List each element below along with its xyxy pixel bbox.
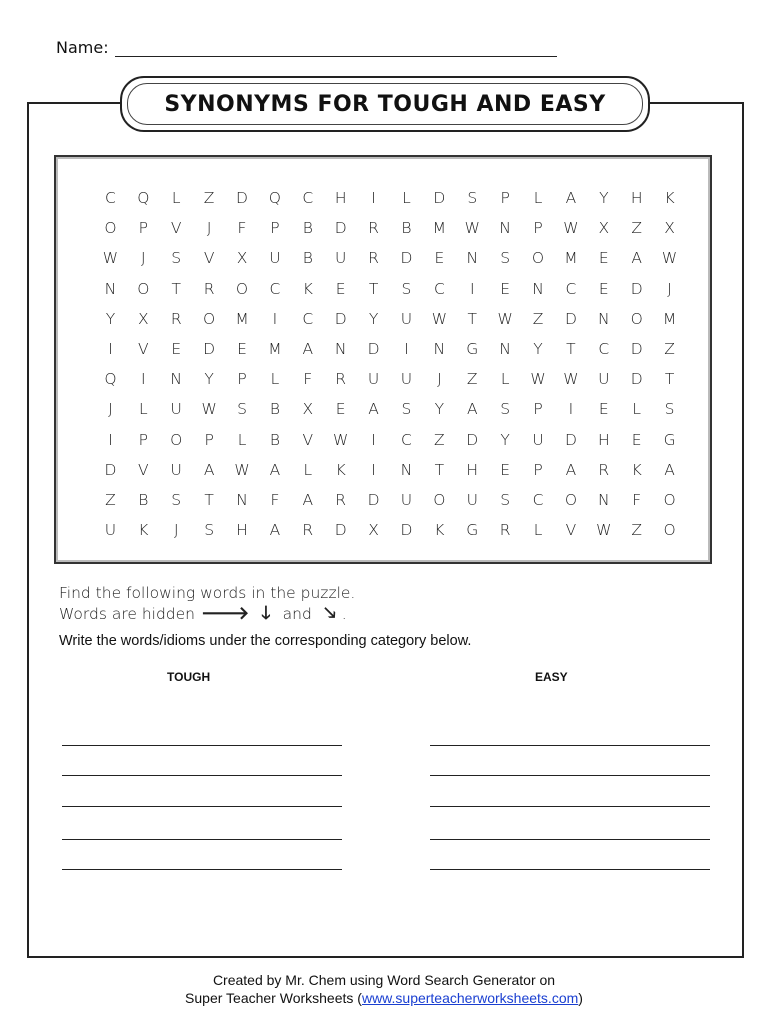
grid-letter[interactable]: W bbox=[333, 430, 349, 449]
grid-letter[interactable]: I bbox=[371, 189, 376, 207]
grid-letter[interactable]: O bbox=[235, 279, 249, 298]
instruction-find-words: Find the following words in the puzzle. bbox=[59, 584, 356, 602]
grid-letter[interactable]: I bbox=[371, 460, 376, 479]
grid-letter[interactable]: W bbox=[596, 521, 612, 540]
grid-letter[interactable]: L bbox=[402, 189, 411, 207]
grid-letter[interactable]: M bbox=[432, 219, 447, 238]
grid-letter[interactable]: I bbox=[108, 430, 113, 449]
grid-letter[interactable]: I bbox=[371, 430, 376, 449]
grid-letter[interactable]: W bbox=[530, 370, 546, 389]
grid-letter[interactable]: P bbox=[533, 460, 543, 479]
grid-letter[interactable]: J bbox=[141, 249, 146, 268]
grid-letter[interactable]: M bbox=[662, 309, 677, 328]
grid-letter[interactable]: U bbox=[532, 430, 544, 449]
grid-letter[interactable]: D bbox=[203, 339, 216, 358]
grid-letter[interactable]: N bbox=[499, 219, 511, 238]
grid-letter[interactable]: P bbox=[533, 219, 543, 238]
grid-letter[interactable]: Z bbox=[532, 309, 544, 328]
grid-letter[interactable]: K bbox=[335, 460, 346, 479]
grid-letter[interactable]: A bbox=[269, 460, 281, 479]
grid-letter[interactable]: Y bbox=[434, 400, 445, 419]
grid-letter[interactable]: L bbox=[303, 460, 313, 479]
grid-letter[interactable]: B bbox=[269, 430, 280, 449]
grid-letter[interactable]: Q bbox=[137, 189, 150, 207]
worksheet-title: SYNONYMS FOR TOUGH AND EASY bbox=[164, 91, 606, 117]
grid-letter[interactable]: M bbox=[564, 249, 578, 268]
grid-letter[interactable]: S bbox=[401, 400, 412, 419]
grid-letter[interactable]: X bbox=[368, 521, 379, 540]
grid-letter[interactable]: Y bbox=[368, 309, 379, 328]
grid-letter[interactable]: A bbox=[466, 400, 478, 419]
grid-letter[interactable]: C bbox=[302, 309, 314, 328]
grid-letter[interactable]: R bbox=[499, 521, 511, 540]
grid-letter[interactable]: U bbox=[335, 249, 347, 268]
grid-letter[interactable]: V bbox=[138, 339, 149, 358]
grid-letter[interactable]: G bbox=[466, 521, 479, 540]
grid-letter[interactable]: C bbox=[433, 279, 445, 298]
grid-letter[interactable]: E bbox=[335, 400, 346, 419]
grid-letter[interactable]: E bbox=[171, 339, 182, 358]
grid-letter[interactable]: S bbox=[401, 279, 412, 298]
grid-letter[interactable]: C bbox=[302, 189, 314, 207]
grid-letter[interactable]: P bbox=[237, 370, 247, 389]
grid-letter[interactable]: E bbox=[237, 339, 247, 358]
grid-letter[interactable]: C bbox=[532, 490, 544, 509]
grid-letter[interactable]: H bbox=[466, 460, 479, 479]
tough-answer-line[interactable] bbox=[62, 806, 342, 807]
grid-letter[interactable]: J bbox=[206, 219, 212, 238]
name-blank-line[interactable] bbox=[115, 42, 557, 57]
grid-letter[interactable]: W bbox=[563, 370, 579, 389]
footer-source-suffix: ) bbox=[578, 990, 583, 1006]
grid-letter[interactable]: O bbox=[203, 309, 216, 328]
grid-letter[interactable]: H bbox=[334, 189, 347, 207]
grid-letter[interactable]: G bbox=[466, 339, 479, 358]
grid-letter[interactable]: T bbox=[664, 370, 675, 389]
grid-letter[interactable]: H bbox=[630, 189, 643, 207]
easy-answer-line[interactable] bbox=[430, 869, 710, 870]
grid-letter[interactable]: H bbox=[597, 430, 610, 449]
instruction-and: and bbox=[282, 605, 312, 623]
grid-letter[interactable]: P bbox=[270, 219, 280, 238]
easy-answer-line[interactable] bbox=[430, 745, 710, 746]
grid-letter[interactable]: E bbox=[434, 249, 445, 268]
footer-source-prefix: Super Teacher Worksheets ( bbox=[185, 990, 362, 1006]
grid-letter[interactable]: I bbox=[404, 339, 409, 358]
grid-letter[interactable]: P bbox=[204, 430, 214, 449]
grid-letter[interactable]: I bbox=[272, 309, 278, 328]
grid-letter[interactable]: Z bbox=[631, 219, 642, 238]
grid-letter[interactable]: D bbox=[334, 219, 347, 238]
grid-letter[interactable]: U bbox=[269, 249, 281, 268]
grid-letter[interactable]: L bbox=[632, 400, 642, 419]
grid-letter[interactable]: T bbox=[566, 339, 576, 358]
grid-letter[interactable]: W bbox=[234, 460, 250, 479]
grid-letter[interactable]: Q bbox=[104, 370, 117, 389]
grid-letter[interactable]: J bbox=[173, 521, 179, 540]
instruction-directions bbox=[59, 605, 347, 623]
grid-letter[interactable]: B bbox=[269, 400, 280, 419]
grid-letter[interactable]: N bbox=[334, 339, 347, 358]
grid-letter[interactable]: O bbox=[663, 521, 676, 540]
grid-letter[interactable]: R bbox=[368, 219, 379, 238]
grid-letter[interactable]: A bbox=[302, 339, 314, 358]
grid-letter[interactable]: A bbox=[203, 460, 215, 479]
easy-answer-line[interactable] bbox=[430, 806, 710, 807]
grid-letter[interactable]: N bbox=[499, 339, 511, 358]
grid-letter[interactable]: P bbox=[138, 219, 149, 238]
tough-answer-line[interactable] bbox=[62, 775, 342, 776]
grid-letter[interactable]: Z bbox=[631, 521, 642, 540]
grid-letter[interactable]: U bbox=[400, 490, 413, 509]
instruction-period: . bbox=[341, 605, 347, 623]
instruction-categorize: Write the words/idioms under the corresponding category below. bbox=[59, 633, 472, 649]
grid-letter[interactable]: O bbox=[564, 490, 578, 509]
grid-letter[interactable]: W bbox=[497, 309, 513, 328]
grid-letter[interactable]: V bbox=[565, 521, 577, 540]
grid-letter[interactable]: P bbox=[500, 189, 510, 207]
grid-letter[interactable]: N bbox=[598, 309, 610, 328]
grid-letter[interactable]: Z bbox=[203, 189, 215, 207]
grid-letter[interactable]: O bbox=[170, 430, 183, 449]
grid-letter[interactable]: M bbox=[268, 339, 282, 358]
grid-letter[interactable]: M bbox=[235, 309, 249, 328]
grid-letter[interactable]: N bbox=[598, 490, 610, 509]
grid-letter[interactable]: Z bbox=[105, 490, 116, 509]
footer-credit: Created by Mr. Chem using Word Search Generator on bbox=[212, 972, 556, 988]
grid-letter[interactable]: I bbox=[141, 370, 146, 389]
grid-letter[interactable]: D bbox=[104, 460, 117, 479]
grid-letter[interactable]: U bbox=[367, 370, 380, 389]
grid-letter[interactable]: F bbox=[270, 490, 280, 509]
category-tough-heading: TOUGH bbox=[167, 670, 211, 684]
grid-letter[interactable]: K bbox=[631, 460, 642, 479]
grid-letter[interactable]: R bbox=[598, 460, 610, 479]
grid-letter[interactable]: S bbox=[204, 521, 215, 540]
grid-letter[interactable]: I bbox=[469, 279, 475, 298]
name-label: Name: bbox=[56, 38, 109, 57]
grid-letter[interactable]: A bbox=[269, 521, 281, 540]
grid-letter[interactable]: W bbox=[563, 219, 579, 238]
grid-letter[interactable]: L bbox=[139, 400, 148, 419]
grid-letter[interactable]: B bbox=[302, 219, 313, 238]
grid-letter[interactable]: W bbox=[661, 249, 678, 268]
easy-answer-line[interactable] bbox=[430, 839, 710, 840]
tough-answer-line[interactable] bbox=[62, 839, 342, 840]
grid-letter[interactable]: V bbox=[302, 430, 314, 449]
grid-letter[interactable]: O bbox=[104, 219, 117, 238]
grid-letter[interactable]: B bbox=[401, 219, 412, 238]
grid-letter[interactable]: Z bbox=[466, 370, 478, 389]
grid-letter[interactable]: R bbox=[170, 309, 182, 328]
letter-grid bbox=[94, 183, 686, 545]
footer-source bbox=[0, 990, 768, 1006]
grid-letter[interactable]: R bbox=[302, 521, 314, 540]
grid-letter[interactable]: L bbox=[270, 370, 280, 389]
grid-letter[interactable]: D bbox=[564, 430, 577, 449]
grid-letter[interactable]: X bbox=[598, 219, 610, 238]
grid-letter[interactable]: A bbox=[368, 400, 379, 419]
grid-letter[interactable]: I bbox=[568, 400, 574, 419]
instruction-hidden-label: Words are hidden bbox=[59, 605, 196, 623]
grid-letter[interactable]: S bbox=[500, 249, 511, 268]
grid-letter[interactable]: S bbox=[237, 400, 247, 419]
grid-letter[interactable]: A bbox=[565, 460, 577, 479]
grid-letter[interactable]: O bbox=[531, 249, 545, 268]
grid-letter[interactable]: Y bbox=[105, 309, 116, 328]
grid-letter[interactable]: W bbox=[431, 309, 448, 328]
word-search-box bbox=[54, 155, 712, 564]
grid-letter[interactable]: D bbox=[433, 189, 446, 207]
grid-letter[interactable]: T bbox=[368, 279, 379, 298]
grid-letter[interactable]: B bbox=[302, 249, 313, 268]
arrow-diagonal-icon: 🡖 bbox=[323, 603, 336, 624]
grid-letter[interactable]: N bbox=[532, 279, 544, 298]
grid-letter[interactable]: K bbox=[302, 279, 313, 298]
grid-letter[interactable]: P bbox=[533, 400, 543, 419]
grid-letter[interactable]: V bbox=[203, 249, 215, 268]
grid-letter[interactable]: E bbox=[598, 400, 609, 419]
grid-letter[interactable]: Y bbox=[599, 189, 609, 207]
grid-letter[interactable]: D bbox=[630, 339, 643, 358]
grid-letter[interactable]: N bbox=[236, 490, 248, 509]
grid-letter[interactable]: L bbox=[171, 189, 181, 207]
grid-letter[interactable]: C bbox=[565, 279, 577, 298]
grid-letter[interactable]: O bbox=[630, 309, 643, 328]
arrow-right-icon: 🡒 bbox=[201, 603, 250, 624]
grid-letter[interactable]: Y bbox=[500, 430, 510, 449]
grid-letter[interactable]: V bbox=[170, 219, 182, 238]
grid-letter[interactable]: C bbox=[598, 339, 610, 358]
grid-letter[interactable]: D bbox=[334, 309, 347, 328]
tough-answer-line[interactable] bbox=[62, 745, 342, 746]
grid-letter[interactable]: J bbox=[437, 370, 442, 389]
grid-letter[interactable]: D bbox=[564, 309, 577, 328]
grid-letter[interactable]: W bbox=[464, 219, 480, 238]
grid-letter[interactable]: E bbox=[631, 430, 642, 449]
tough-answer-line[interactable] bbox=[62, 869, 342, 870]
grid-letter[interactable]: N bbox=[400, 460, 413, 479]
grid-letter[interactable]: R bbox=[335, 490, 347, 509]
grid-letter[interactable]: K bbox=[138, 521, 149, 540]
arrow-down-icon: 🡓 bbox=[261, 603, 271, 624]
grid-letter[interactable]: B bbox=[138, 490, 149, 509]
title-banner bbox=[120, 76, 650, 132]
grid-letter[interactable]: D bbox=[367, 490, 380, 509]
grid-letter[interactable]: D bbox=[367, 339, 380, 358]
grid-letter[interactable]: N bbox=[433, 339, 446, 358]
grid-letter[interactable]: D bbox=[334, 521, 347, 540]
grid-letter[interactable]: R bbox=[368, 249, 379, 268]
grid-letter[interactable]: S bbox=[500, 400, 511, 419]
grid-letter[interactable]: T bbox=[204, 490, 214, 509]
name-field-row bbox=[56, 38, 557, 57]
grid-letter[interactable]: D bbox=[630, 279, 643, 298]
grid-letter[interactable]: Z bbox=[664, 339, 675, 358]
grid-letter[interactable]: D bbox=[630, 370, 643, 389]
grid-letter[interactable]: Z bbox=[434, 430, 445, 449]
grid-letter[interactable]: D bbox=[400, 249, 413, 268]
grid-letter[interactable]: S bbox=[467, 189, 478, 207]
grid-letter[interactable]: A bbox=[631, 249, 642, 268]
grid-letter[interactable]: D bbox=[466, 430, 479, 449]
grid-letter[interactable]: U bbox=[466, 490, 478, 509]
grid-letter[interactable]: Y bbox=[533, 339, 543, 358]
grid-letter[interactable]: H bbox=[236, 521, 248, 540]
grid-letter[interactable]: U bbox=[598, 370, 610, 389]
grid-letter[interactable]: E bbox=[598, 249, 609, 268]
grid-letter[interactable]: A bbox=[565, 189, 577, 207]
grid-letter[interactable]: K bbox=[434, 521, 445, 540]
grid-letter[interactable]: D bbox=[400, 521, 413, 540]
grid-letter[interactable]: U bbox=[104, 521, 117, 540]
grid-letter[interactable]: T bbox=[467, 309, 477, 328]
grid-letter[interactable]: F bbox=[237, 219, 247, 238]
grid-letter[interactable]: S bbox=[171, 249, 182, 268]
grid-letter[interactable]: J bbox=[108, 400, 113, 419]
grid-letter[interactable]: U bbox=[170, 400, 182, 419]
grid-letter[interactable]: T bbox=[434, 460, 445, 479]
category-easy-heading: EASY bbox=[535, 670, 568, 684]
grid-letter[interactable]: L bbox=[533, 189, 543, 207]
grid-letter[interactable]: N bbox=[104, 279, 117, 298]
grid-letter[interactable]: O bbox=[137, 279, 150, 298]
grid-letter[interactable]: E bbox=[335, 279, 346, 298]
footer-link[interactable]: www.superteacherworksheets.com bbox=[361, 990, 579, 1006]
grid-letter[interactable]: R bbox=[335, 370, 347, 389]
grid-letter[interactable]: T bbox=[171, 279, 181, 298]
grid-letter[interactable]: S bbox=[171, 490, 182, 509]
grid-letter[interactable]: W bbox=[102, 249, 119, 268]
grid-letter[interactable]: N bbox=[466, 249, 479, 268]
grid-letter[interactable]: W bbox=[201, 400, 217, 419]
grid-letter[interactable]: E bbox=[598, 279, 609, 298]
grid-letter[interactable]: S bbox=[664, 400, 675, 419]
grid-letter[interactable]: O bbox=[663, 490, 676, 509]
grid-letter[interactable]: X bbox=[302, 400, 314, 419]
grid-letter[interactable]: Q bbox=[268, 189, 281, 207]
grid-letter[interactable]: L bbox=[237, 430, 247, 449]
grid-letter[interactable]: E bbox=[500, 279, 511, 298]
grid-letter[interactable]: S bbox=[500, 490, 511, 509]
grid-letter[interactable]: L bbox=[500, 370, 510, 389]
grid-letter[interactable]: J bbox=[667, 279, 672, 298]
grid-letter[interactable]: C bbox=[105, 189, 116, 207]
grid-letter[interactable]: F bbox=[303, 370, 313, 389]
grid-letter[interactable]: V bbox=[138, 460, 149, 479]
grid-letter[interactable]: L bbox=[533, 521, 543, 540]
grid-letter[interactable]: K bbox=[664, 189, 675, 207]
grid-letter[interactable]: D bbox=[236, 189, 248, 207]
grid-letter[interactable]: U bbox=[400, 309, 413, 328]
grid-letter[interactable]: P bbox=[138, 430, 149, 449]
grid-letter[interactable]: N bbox=[170, 370, 183, 389]
grid-letter[interactable]: C bbox=[269, 279, 281, 298]
grid-letter[interactable]: O bbox=[433, 490, 446, 509]
grid-letter[interactable]: C bbox=[401, 430, 412, 449]
grid-letter[interactable]: X bbox=[664, 219, 675, 238]
grid-letter[interactable]: U bbox=[400, 370, 413, 389]
grid-letter[interactable]: X bbox=[236, 249, 248, 268]
grid-letter[interactable]: G bbox=[663, 430, 676, 449]
grid-letter[interactable]: Y bbox=[204, 370, 214, 389]
grid-letter[interactable]: I bbox=[108, 339, 113, 358]
grid-letter[interactable]: A bbox=[664, 460, 675, 479]
grid-letter[interactable]: X bbox=[138, 309, 149, 328]
grid-letter[interactable]: E bbox=[500, 460, 511, 479]
easy-answer-line[interactable] bbox=[430, 775, 710, 776]
grid-letter[interactable]: F bbox=[632, 490, 642, 509]
grid-letter[interactable]: U bbox=[170, 460, 182, 479]
grid-letter[interactable]: A bbox=[302, 490, 314, 509]
grid-letter[interactable]: R bbox=[203, 279, 215, 298]
